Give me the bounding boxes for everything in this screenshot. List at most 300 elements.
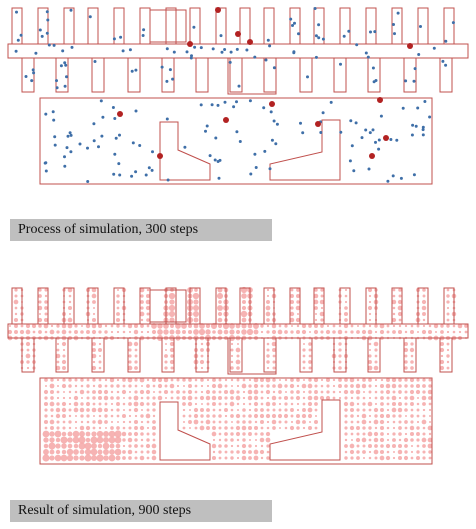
- density-cell: [392, 396, 397, 401]
- density-cell: [195, 379, 198, 382]
- agent-dot: [204, 130, 207, 133]
- density-cell: [326, 384, 329, 387]
- density-cell: [333, 385, 335, 387]
- density-cell: [375, 397, 378, 400]
- density-cell: [44, 288, 47, 291]
- density-cell: [114, 430, 121, 437]
- agent-dot: [400, 177, 403, 180]
- density-cell: [217, 305, 223, 311]
- obstacle-right: [270, 120, 340, 180]
- density-cell: [134, 438, 137, 441]
- agent-dot: [411, 124, 414, 127]
- density-cell: [123, 421, 125, 423]
- density-cell: [290, 300, 294, 304]
- agent-dot: [395, 139, 398, 142]
- density-cell: [212, 414, 215, 417]
- density-cell: [248, 414, 252, 418]
- density-cell: [345, 295, 348, 298]
- density-cell: [344, 390, 348, 394]
- density-cell: [103, 437, 109, 443]
- agent-dot: [118, 174, 121, 177]
- density-cell: [333, 397, 336, 400]
- density-cell: [386, 378, 390, 382]
- density-cell: [104, 414, 107, 417]
- agent-dot: [422, 133, 425, 136]
- agent-dot: [200, 103, 203, 106]
- density-cell: [423, 319, 425, 321]
- density-cell: [350, 456, 353, 459]
- density-cell: [92, 318, 96, 322]
- density-cell: [362, 450, 366, 454]
- density-cell: [308, 324, 312, 328]
- density-cell: [194, 288, 198, 292]
- density-cell: [236, 354, 239, 357]
- density-cell: [350, 384, 354, 388]
- density-cell: [158, 384, 162, 388]
- density-cell: [200, 378, 204, 382]
- density-cell: [140, 402, 144, 406]
- density-cell: [116, 396, 120, 400]
- density-cell: [230, 396, 234, 400]
- density-cell: [260, 450, 264, 454]
- agent-dot: [314, 7, 317, 10]
- density-cell: [309, 355, 312, 358]
- agent-dot: [166, 47, 169, 50]
- density-cell: [45, 427, 48, 430]
- density-cell: [356, 384, 360, 388]
- density-cell: [374, 432, 378, 436]
- density-cell: [248, 384, 251, 387]
- density-cell: [183, 421, 185, 423]
- density-cell: [182, 330, 186, 334]
- agent-dot: [113, 117, 116, 120]
- density-cell: [176, 378, 179, 381]
- density-cell: [290, 294, 294, 298]
- density-cell: [248, 432, 252, 436]
- density-cell: [44, 402, 48, 406]
- density-cell: [129, 415, 131, 417]
- density-cell: [351, 397, 353, 399]
- agent-dot: [218, 177, 221, 180]
- density-cell: [392, 402, 396, 406]
- density-cell: [170, 354, 173, 357]
- density-cell: [248, 456, 252, 460]
- density-cell: [278, 414, 282, 418]
- room-upper: [444, 288, 454, 324]
- density-cell: [134, 444, 138, 448]
- density-cell: [123, 403, 126, 406]
- density-cell: [225, 415, 227, 417]
- density-cell: [303, 427, 305, 429]
- density-cell: [362, 438, 367, 443]
- density-cell: [69, 391, 71, 393]
- density-cell: [224, 444, 228, 448]
- density-cell: [393, 307, 396, 310]
- density-cell: [189, 415, 192, 418]
- density-cell: [206, 420, 211, 425]
- density-cell: [157, 329, 163, 335]
- density-cell: [410, 342, 413, 345]
- agent-dot: [41, 35, 44, 38]
- density-cell: [230, 432, 233, 435]
- density-cell: [362, 420, 367, 425]
- density-cell: [440, 360, 444, 364]
- density-cell: [147, 421, 150, 424]
- density-cell: [229, 329, 234, 334]
- density-cell: [242, 384, 247, 389]
- density-cell: [44, 390, 48, 394]
- density-cell: [123, 409, 125, 411]
- density-cell: [290, 384, 294, 388]
- density-cell: [314, 378, 318, 382]
- density-cell: [272, 384, 276, 388]
- density-cell: [81, 325, 83, 327]
- density-cell: [266, 360, 269, 363]
- density-cell: [374, 324, 377, 327]
- density-cell: [374, 438, 378, 442]
- density-cell: [69, 403, 71, 405]
- density-cell: [422, 438, 427, 443]
- density-cell: [297, 325, 299, 327]
- agent-dot: [115, 137, 118, 140]
- density-cell: [237, 385, 239, 387]
- density-cell: [308, 384, 313, 389]
- density-cell: [279, 403, 281, 405]
- density-cell: [249, 439, 251, 441]
- agent-dot: [200, 46, 203, 49]
- density-cell: [404, 402, 407, 405]
- density-cell: [296, 378, 300, 382]
- agent-dot: [293, 22, 296, 25]
- density-cell: [152, 450, 157, 455]
- density-cell: [380, 390, 383, 393]
- density-cell: [374, 420, 379, 425]
- density-cell: [116, 408, 119, 411]
- density-cell: [92, 294, 97, 299]
- density-cell: [303, 343, 305, 345]
- density-cell: [362, 330, 366, 334]
- density-cell: [345, 331, 348, 334]
- density-cell: [62, 354, 65, 357]
- density-cell: [27, 349, 30, 352]
- density-cell: [429, 421, 431, 423]
- agent-dot: [378, 139, 381, 142]
- density-cell: [69, 415, 71, 417]
- density-cell: [302, 348, 305, 351]
- agent-dot: [212, 47, 215, 50]
- density-cell: [285, 427, 288, 430]
- density-cell: [380, 432, 384, 436]
- density-cell: [182, 378, 185, 381]
- density-cell: [110, 426, 114, 430]
- density-cell: [380, 420, 384, 424]
- agent-dot: [236, 48, 239, 51]
- density-cell: [140, 456, 145, 461]
- agent-dot: [416, 107, 419, 110]
- density-cell: [297, 403, 299, 405]
- room-upper: [64, 8, 74, 44]
- density-cell: [218, 318, 223, 323]
- density-cell: [109, 449, 115, 455]
- agent-dot: [32, 68, 35, 71]
- density-cell: [459, 331, 461, 333]
- density-cell: [404, 408, 408, 412]
- density-cell: [164, 366, 167, 369]
- density-cell: [62, 402, 66, 406]
- density-cell: [122, 432, 126, 436]
- density-cell: [56, 324, 59, 327]
- density-cell: [165, 385, 168, 388]
- density-cell: [375, 355, 378, 358]
- density-cell: [332, 330, 336, 334]
- density-cell: [380, 396, 384, 400]
- density-cell: [26, 324, 30, 328]
- agent-dot: [192, 26, 195, 29]
- density-cell: [128, 438, 132, 442]
- density-cell: [392, 414, 395, 417]
- density-cell: [68, 420, 71, 423]
- agent-dot: [161, 66, 164, 69]
- density-cell: [308, 378, 311, 381]
- density-cell: [423, 295, 426, 298]
- density-cell: [380, 384, 384, 388]
- density-cell: [303, 391, 305, 393]
- density-cell: [374, 366, 379, 371]
- density-cell: [195, 403, 197, 405]
- agent-dot: [422, 128, 425, 131]
- agent-dot: [423, 100, 426, 103]
- agent-dot: [44, 162, 47, 165]
- density-cell: [170, 384, 175, 389]
- density-cell: [368, 384, 371, 387]
- highlighted-agent: [407, 43, 413, 49]
- density-cell: [49, 431, 54, 436]
- density-cell: [363, 457, 365, 459]
- density-cell: [225, 451, 228, 454]
- density-cell: [50, 330, 55, 335]
- density-cell: [290, 390, 294, 394]
- density-cell: [109, 431, 116, 438]
- density-cell: [380, 438, 384, 442]
- density-cell: [147, 433, 150, 436]
- density-cell: [14, 294, 17, 297]
- density-cell: [338, 342, 341, 345]
- density-cell: [74, 408, 79, 413]
- density-cell: [236, 426, 240, 430]
- agent-dot: [70, 134, 73, 137]
- density-cell: [62, 342, 66, 346]
- density-cell: [42, 454, 49, 461]
- density-cell: [123, 331, 126, 334]
- density-cell: [255, 445, 257, 447]
- density-cell: [368, 444, 372, 448]
- density-cell: [411, 355, 414, 358]
- density-cell: [98, 390, 102, 394]
- density-cell: [362, 414, 367, 419]
- density-cell: [333, 379, 335, 381]
- agent-dot: [44, 113, 47, 116]
- density-cell: [218, 396, 222, 400]
- density-cell: [242, 432, 245, 435]
- agent-dot: [273, 66, 276, 69]
- density-cell: [284, 414, 288, 418]
- density-cell: [242, 426, 247, 431]
- density-cell: [398, 444, 402, 448]
- density-cell: [134, 426, 138, 430]
- agent-dot: [118, 134, 121, 137]
- density-cell: [266, 384, 269, 387]
- agent-dot: [60, 64, 63, 67]
- room-upper: [38, 8, 48, 44]
- density-cell: [356, 450, 359, 453]
- density-cell: [429, 415, 431, 417]
- density-cell: [213, 451, 215, 453]
- density-cell: [55, 455, 62, 462]
- density-cell: [50, 408, 53, 411]
- density-cell: [356, 396, 359, 399]
- density-cell: [273, 355, 276, 358]
- density-cell: [248, 450, 252, 454]
- agent-dot: [417, 53, 420, 56]
- density-cell: [374, 444, 378, 448]
- density-cell: [128, 354, 131, 357]
- agent-dot: [186, 50, 189, 53]
- agent-dot: [373, 80, 376, 83]
- density-cell: [60, 436, 67, 443]
- agent-dot: [377, 148, 380, 151]
- density-cell: [218, 444, 222, 448]
- density-cell: [218, 402, 221, 405]
- density-cell: [344, 312, 348, 316]
- density-cell: [368, 426, 371, 429]
- density-cell: [153, 385, 156, 388]
- density-cell: [79, 455, 84, 460]
- density-cell: [296, 318, 300, 322]
- agent-dot: [135, 110, 138, 113]
- highlighted-agents: [117, 7, 413, 159]
- agent-dot: [393, 32, 396, 35]
- density-cell: [56, 330, 59, 333]
- density-cell: [62, 366, 66, 370]
- density-cell: [140, 300, 144, 304]
- density-cell: [356, 432, 359, 435]
- density-cell: [105, 427, 107, 429]
- density-cell: [375, 391, 378, 394]
- density-cell: [411, 409, 414, 412]
- density-cell: [169, 305, 175, 311]
- density-cell: [86, 408, 90, 412]
- agent-dot: [46, 19, 49, 22]
- density-cell: [309, 349, 312, 352]
- density-cell: [314, 306, 318, 310]
- highlighted-agent: [215, 7, 221, 13]
- density-cell: [416, 450, 419, 453]
- density-cell: [212, 378, 216, 382]
- density-cell: [242, 438, 245, 441]
- density-cell: [266, 408, 269, 411]
- density-cell: [296, 294, 300, 298]
- density-cell: [405, 331, 407, 333]
- density-cell: [279, 379, 281, 381]
- density-cell: [169, 293, 175, 299]
- density-cell: [80, 378, 83, 381]
- density-cell: [92, 420, 95, 423]
- density-cell: [188, 378, 192, 382]
- density-cell: [103, 431, 109, 437]
- agent-dot: [351, 144, 354, 147]
- density-cell: [62, 384, 66, 388]
- agent-dot: [315, 34, 318, 37]
- density-cell: [81, 421, 83, 423]
- density-cell: [417, 415, 420, 418]
- density-cell: [375, 331, 377, 333]
- density-cell: [15, 307, 18, 310]
- agent-dot: [372, 128, 375, 131]
- density-cell: [68, 384, 72, 388]
- density-cell: [242, 420, 246, 424]
- density-cell: [261, 391, 264, 394]
- agent-dot: [444, 40, 447, 43]
- density-cell: [219, 421, 222, 424]
- density-cell: [38, 330, 42, 334]
- density-cell: [14, 318, 18, 322]
- agent-dot: [63, 165, 66, 168]
- density-cell: [417, 403, 420, 406]
- density-cell: [339, 325, 342, 328]
- density-cell: [116, 312, 120, 316]
- density-cell: [43, 437, 48, 442]
- density-cell: [128, 426, 131, 429]
- density-cell: [231, 379, 233, 381]
- density-cell: [152, 408, 155, 411]
- density-cell: [428, 384, 431, 387]
- density-cell: [110, 396, 114, 400]
- agent-dot: [352, 169, 355, 172]
- agent-dot: [65, 75, 68, 78]
- room-upper: [240, 8, 250, 44]
- agent-dot: [54, 144, 57, 147]
- density-cell: [50, 378, 53, 381]
- density-cell: [224, 420, 227, 423]
- room-upper: [88, 8, 98, 44]
- room-lower: [404, 58, 416, 92]
- density-cell: [38, 288, 41, 291]
- density-cell: [231, 385, 233, 387]
- density-cell: [344, 456, 347, 459]
- room-upper: [340, 8, 350, 44]
- density-cell: [411, 451, 413, 453]
- density-cell: [224, 438, 227, 441]
- density-cell: [284, 396, 288, 400]
- density-cell: [356, 426, 360, 430]
- density-cell: [68, 432, 73, 437]
- agent-dot: [15, 11, 18, 14]
- density-cell: [62, 450, 66, 454]
- density-cell: [447, 331, 449, 333]
- density-cell: [260, 432, 264, 436]
- density-cell: [69, 397, 71, 399]
- density-cell: [93, 307, 95, 309]
- density-cell: [45, 331, 48, 334]
- highlighted-agent: [377, 97, 383, 103]
- density-cell: [188, 420, 192, 424]
- density-cell: [254, 330, 259, 335]
- density-cell: [147, 409, 150, 412]
- density-cell: [169, 311, 175, 317]
- density-cell: [134, 408, 138, 412]
- density-cell: [188, 384, 192, 388]
- density-cell: [375, 379, 377, 381]
